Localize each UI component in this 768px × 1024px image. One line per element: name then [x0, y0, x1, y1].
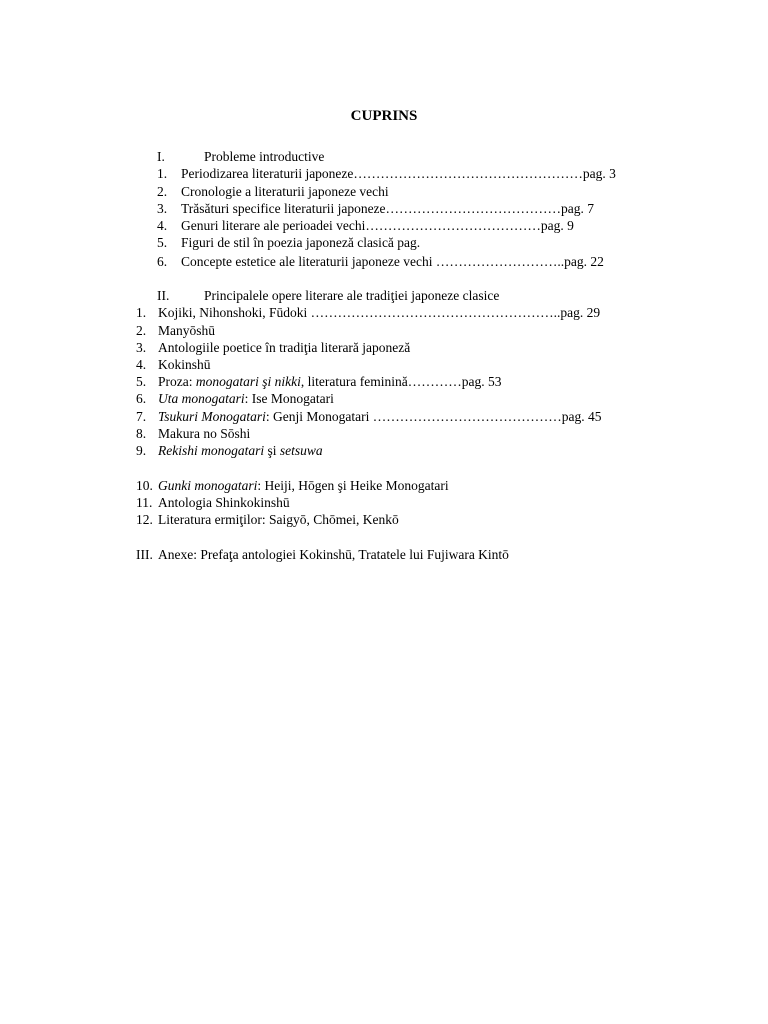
entry-text: Literatura ermiţilor: Saigyō, Chōmei, Kenkō — [158, 512, 399, 527]
entry-number: 6. — [136, 391, 147, 406]
entry-text: Periodizarea literaturii japoneze……………………………………………pag. 3 — [181, 166, 616, 181]
entry-text: Antologia Shinkokinshū — [158, 495, 290, 510]
entry-text: Tsukuri Monogatari: Genji Monogatari ……………………………………pag. 45 — [158, 409, 602, 424]
section-2-heading: Principalele opere literare ale tradiţiei japoneze clasice — [204, 288, 500, 303]
entry-number: 2. — [136, 323, 147, 338]
entry-number: 11. — [136, 495, 153, 510]
entry-number: 1. — [157, 166, 168, 181]
entry-text: Makura no Sōshi — [158, 426, 251, 441]
section-3-text: Anexe: Prefaţa antologiei Kokinshū, Tratatele lui Fujiwara Kintō — [158, 547, 509, 562]
entry-text: Gunki monogatari: Heiji, Hōgen şi Heike Monogatari — [158, 478, 449, 493]
section-3-numeral: III. — [136, 547, 153, 562]
page-title: CUPRINS — [350, 108, 418, 124]
entry-text: Concepte estetice ale literaturii japoneze vechi ………………………..pag. 22 — [181, 254, 604, 269]
entry-number: 3. — [157, 201, 168, 216]
entry-number: 5. — [157, 235, 168, 250]
entry-text: Kokinshū — [158, 357, 211, 372]
entry-text: Cronologie a literaturii japoneze vechi — [181, 184, 389, 199]
entry-text: Uta monogatari: Ise Monogatari — [158, 391, 334, 406]
entry-number: 6. — [157, 254, 168, 269]
entry-number: 7. — [136, 409, 147, 424]
entry-text: Kojiki, Nihonshoki, Fūdoki ………………………………………………..pag. 29 — [158, 305, 601, 320]
section-1-heading: Probleme introductive — [204, 149, 325, 164]
entry-number: 4. — [157, 218, 168, 233]
entry-text: Genuri literare ale perioadei vechi…………………………………pag. 9 — [181, 218, 574, 233]
entry-number: 4. — [136, 357, 147, 372]
entry-text: Proza: monogatari şi nikki, literatura feminină…………pag. 53 — [158, 374, 502, 389]
entry-text: Trăsături specifice literaturii japoneze…………………………………pag. 7 — [181, 201, 595, 216]
entry-number: 8. — [136, 426, 147, 441]
entry-number: 1. — [136, 305, 147, 320]
entry-number: 2. — [157, 184, 168, 199]
entry-number: 10. — [136, 478, 153, 493]
entry-text: Figuri de stil în poezia japoneză clasică pag. — [181, 235, 421, 250]
section-1-numeral: I. — [157, 149, 165, 164]
entry-text: Manyōshū — [158, 323, 215, 338]
entry-text: Antologiile poetice în tradiţia literară japoneză — [158, 340, 411, 355]
entry-text: Rekishi monogatari şi setsuwa — [158, 443, 323, 458]
entry-number: 12. — [136, 512, 153, 527]
entry-number: 9. — [136, 443, 147, 458]
entry-number: 5. — [136, 374, 147, 389]
section-2-numeral: II. — [157, 288, 170, 303]
entry-number: 3. — [136, 340, 147, 355]
